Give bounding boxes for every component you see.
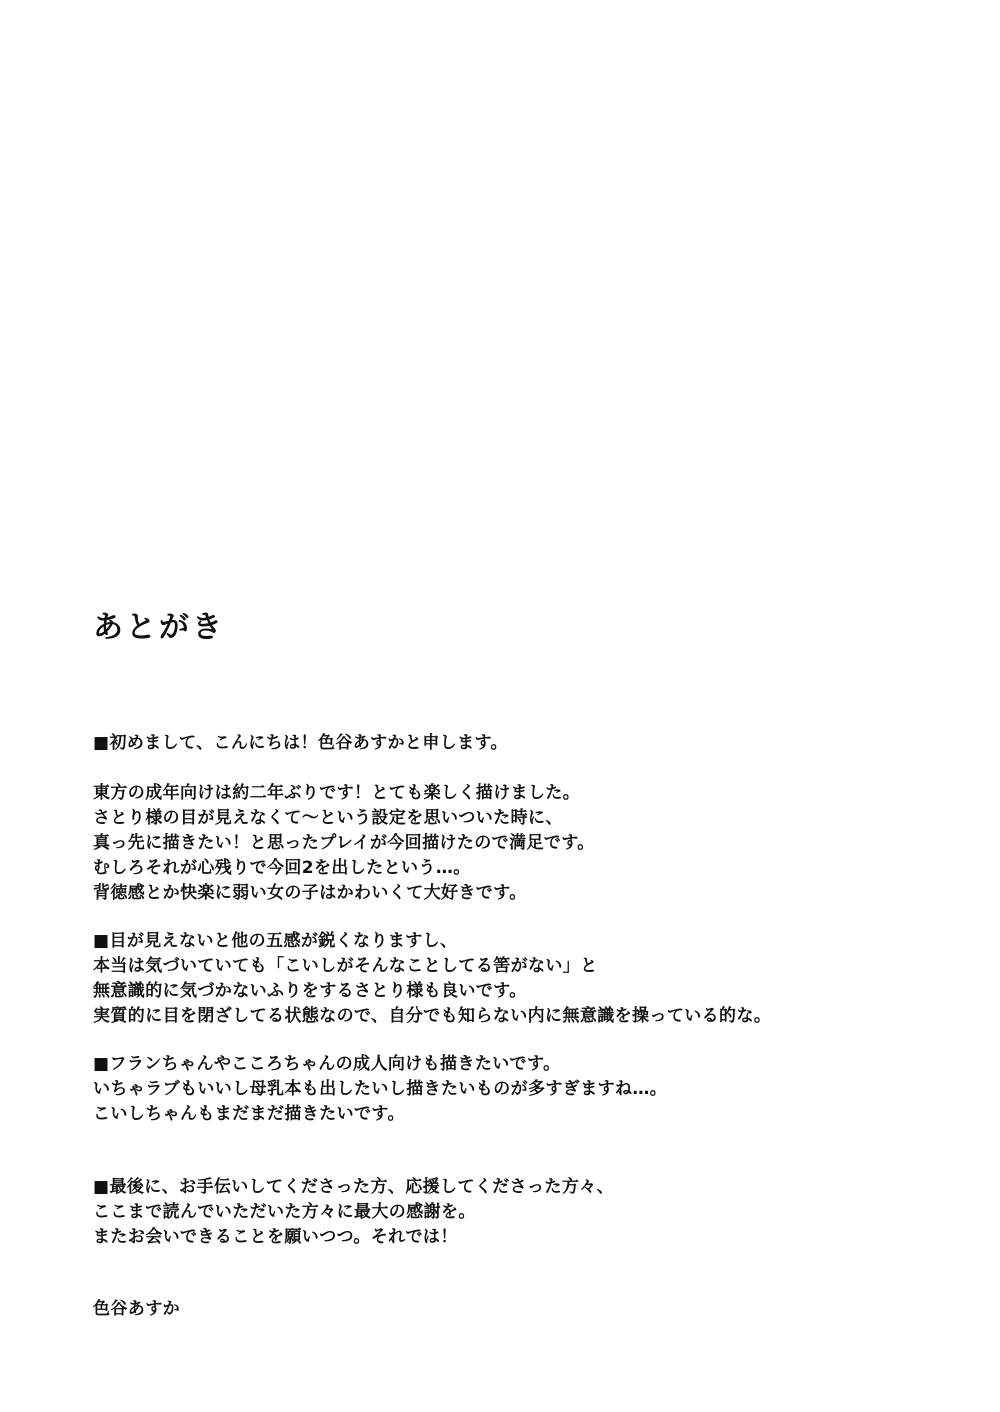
paragraph-comment [93, 781, 595, 906]
text-line: ここまで読んでいただいた方々に最大の感謝を。 [93, 1202, 476, 1222]
text-line: ■最後に、お手伝いしてくださった方、応援してくださった方々、 [93, 1177, 615, 1197]
text-line: 実質的に目を閉ざしてる状態なので、自分でも知らない内に無意識を操っている的な。 [93, 1006, 772, 1026]
paragraph-senses [93, 929, 771, 1029]
paragraph-future-plans [93, 1052, 667, 1127]
text-line: こいしちゃんもまだまだ描きたいです。 [93, 1104, 405, 1124]
text-line: 東方の成年向けは約二年ぶりです！とても楽しく描けました。 [93, 783, 581, 803]
text-line: 背徳感とか快楽に弱い女の子はかわいくて大好きです。 [93, 883, 527, 903]
paragraph-greeting [93, 731, 508, 756]
text-line: 無意識的に気づかないふりをするさとり様も良いです。 [93, 981, 527, 1001]
text-line: ■初めまして、こんにちは！色谷あすかと申します。 [93, 733, 508, 753]
text-line: さとり様の目が見えなくて〜という設定を思いついた時に、 [93, 808, 563, 828]
page-title: あとがき [93, 610, 225, 645]
text-line: むしろそれが心残りで今回2を出したという…。 [93, 858, 471, 878]
text-line: 本当は気づいていても「こいしがそんなことしてる筈がない」と [93, 956, 598, 976]
text-line: ■フランちゃんやこころちゃんの成人向けも描きたいです。 [93, 1054, 561, 1074]
text-line: 真っ先に描きたい！と思ったプレイが今回描けたので満足です。 [93, 833, 595, 853]
text-line: ■目が見えないと他の五感が鋭くなりますし、 [93, 931, 458, 951]
text-line: またお会いできることを願いつつ。それでは！ [93, 1227, 458, 1247]
text-line: いちゃラブもいいし母乳本も出したいし描きたいものが多すぎますね…。 [93, 1079, 668, 1099]
paragraph-thanks [93, 1175, 614, 1250]
author-signature: 色谷あすか [93, 1299, 180, 1319]
